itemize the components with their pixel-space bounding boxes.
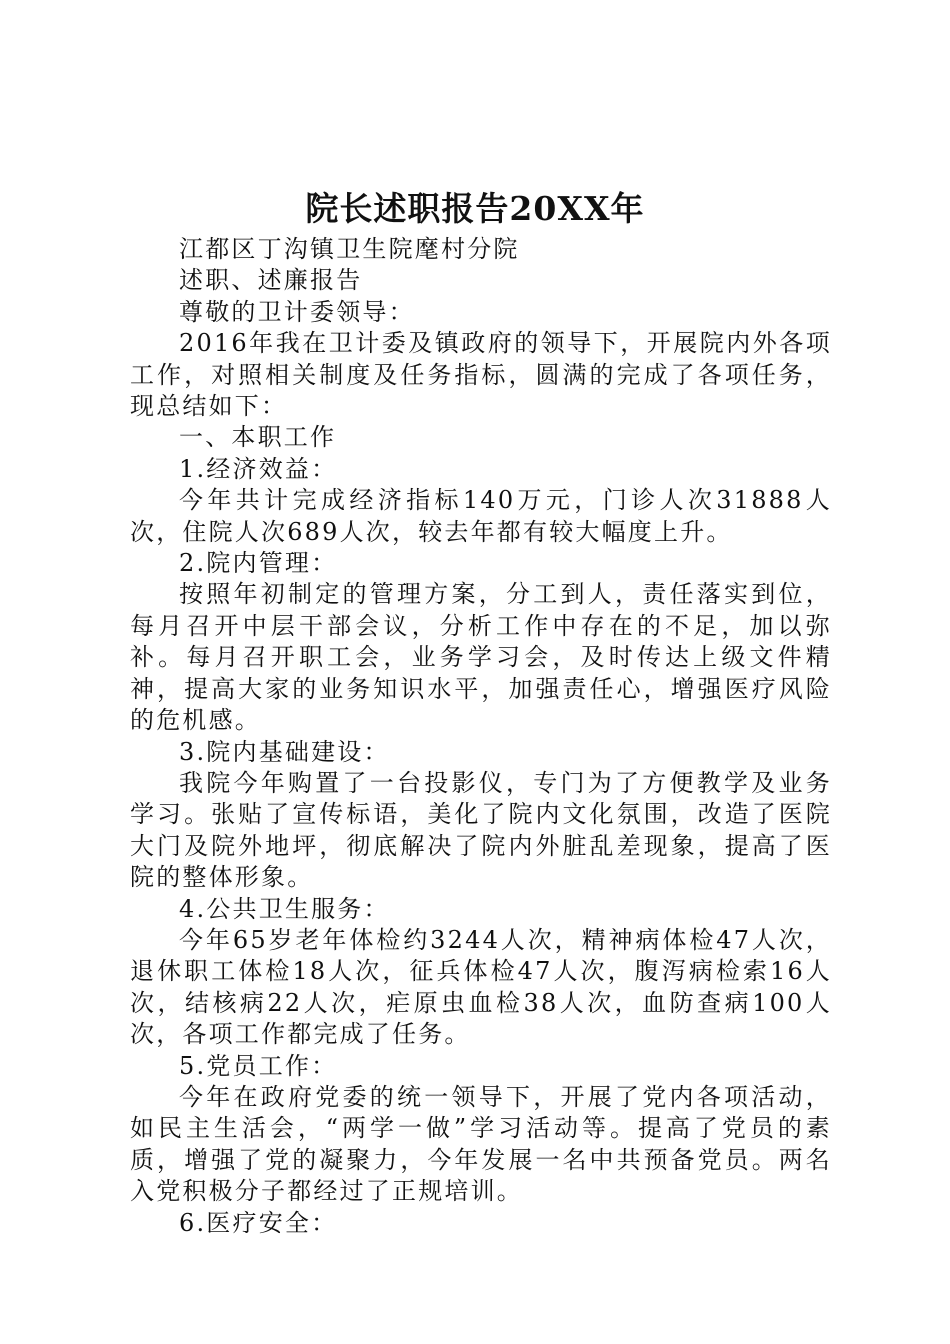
subheading-medical-safety: 6.医疗安全： xyxy=(179,1208,338,1237)
paragraph-intro: 2016年我在卫计委及镇政府的领导下，开展院内外各项工作，对照相关制度及任务指标，圆满的完成了各项任务，现总结如下： xyxy=(130,329,832,421)
section-heading-duties: 一、本职工作 xyxy=(179,423,337,452)
subheading-internal-management: 2.院内管理： xyxy=(179,549,338,578)
paragraph-party-work: 今年在政府党委的统一领导下，开展了党内各项活动，如民主生活会，“两学一做”学习活动等。提高了党员的素质，增强了党的凝聚力，今年发展一名中共预备党员。两名入党积极分子都经过了正规培训。 xyxy=(130,1082,832,1206)
document-title: 院长述职报告20XX年 xyxy=(305,189,645,228)
paragraph-report-type: 述职、述廉报告 xyxy=(179,266,363,295)
subheading-public-health: 4.公共卫生服务： xyxy=(179,894,390,923)
paragraph-public-health: 今年65岁老年体检约3244人次，精神病体检47人次，退休职工体检18人次，征兵体检47人次，腹泻病检索16人次，结核病22人次，疟原虫血检38人次，血防查病100人次，各项工作都完成了任务。 xyxy=(130,925,832,1049)
paragraph-economic-benefit: 今年共计完成经济指标140万元，门诊人次31888人次，住院人次689人次，较去年都有较大幅度上升。 xyxy=(130,486,832,546)
paragraph-hospital-name: 江都区丁沟镇卫生院麾村分院 xyxy=(179,235,520,263)
document-body xyxy=(130,234,832,1239)
subheading-party-work: 5.党员工作： xyxy=(179,1051,338,1080)
paragraph-salutation: 尊敬的卫计委领导： xyxy=(179,297,415,326)
paragraph-infrastructure: 我院今年购置了一台投影仪，专门为了方便教学及业务学习。张贴了宣传标语，美化了院内文化氛围，改造了医院大门及院外地坪，彻底解决了院内外脏乱差现象，提高了医院的整体形象。 xyxy=(130,768,832,892)
paragraph-internal-management: 按照年初制定的管理方案，分工到人，责任落实到位，每月召开中层干部会议，分析工作中存在的不足，加以弥补。每月召开职工会，业务学习会，及时传达上级文件精神，提高大家的业务知识水平，加强责任心，增强医疗风险的危机感。 xyxy=(130,580,832,735)
subheading-economic-benefit: 1.经济效益： xyxy=(179,454,338,483)
subheading-infrastructure: 3.院内基础建设： xyxy=(179,737,390,766)
